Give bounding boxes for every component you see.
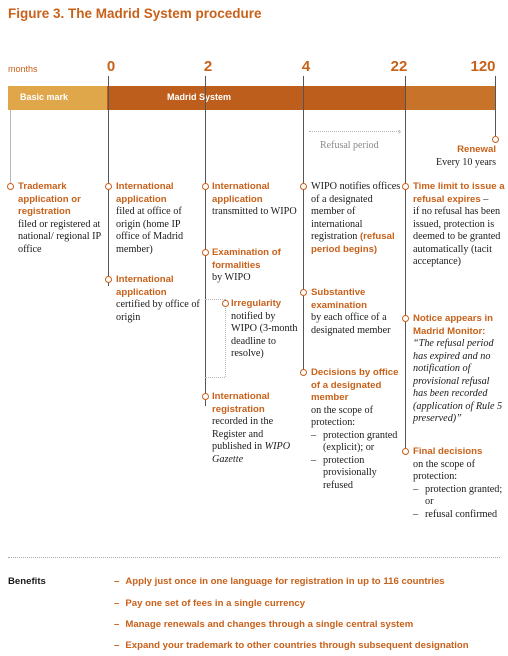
benefit-item: – Apply just once in one language for registration in up to 116 countries	[114, 576, 445, 587]
international-registration-heading: International registration	[212, 391, 270, 415]
marker-120: 120	[470, 58, 496, 75]
irregularity-block	[231, 298, 301, 361]
node-wipo-examination	[202, 249, 209, 256]
decision-item-refused: – protection provisionally refused	[311, 455, 403, 493]
node-basic	[7, 183, 14, 190]
time-limit-text: if no refusal has been issued, protection is deemed to be granted automatically (tacit acceptance)	[413, 206, 501, 267]
benefit-item: – Expand your trademark to other countries through subsequent designation	[114, 640, 469, 651]
time-limit-block	[413, 181, 505, 269]
origin-filed-heading: International application	[116, 181, 174, 205]
notice-quote: “The refusal period has expired and no notification of provisional refusal has been recorded (application of Rule 5 preserved)”	[413, 338, 503, 424]
registration-text: recorded in the Register and published in	[212, 416, 274, 452]
node-decisions	[300, 369, 307, 376]
benefits-title: Benefits	[8, 576, 46, 587]
marker-4: 4	[301, 58, 311, 75]
benefit-text: Manage renewals and changes through a single central system	[125, 619, 414, 630]
months-label: months	[8, 64, 38, 74]
benefit-text: Pay one set of fees in a single currency	[125, 598, 306, 609]
wipo-examination-block	[212, 247, 302, 285]
substantive-examination-text: by each office of a designated member	[311, 312, 391, 336]
node-wipo-notifies	[300, 183, 307, 190]
band-basic-mark-label: Basic mark	[20, 92, 69, 102]
wipo-transmitted-heading: International application	[212, 181, 270, 205]
wipo-notifies-block	[311, 181, 403, 256]
figure-title: Figure 3. The Madrid System procedure	[8, 6, 262, 21]
refusal-period-label: Refusal period	[320, 140, 379, 151]
renewal-detail: Every 10 years	[436, 157, 496, 168]
node-time-limit	[402, 183, 409, 190]
notice-block	[413, 313, 505, 426]
separator	[8, 557, 500, 558]
line-month-0	[108, 76, 109, 286]
band-renewal-period	[405, 86, 495, 110]
substantive-examination-heading: Substantive examination	[311, 287, 367, 311]
notice-heading: Notice appears in Madrid Monitor:	[413, 313, 493, 337]
wipo-examination-text: by WIPO	[212, 272, 251, 283]
node-wipo-transmitted	[202, 183, 209, 190]
node-final-decisions	[402, 448, 409, 455]
final-decisions-text: on the scope of protection:	[413, 458, 475, 482]
origin-filed-block	[116, 181, 204, 256]
node-notice	[402, 315, 409, 322]
marker-2: 2	[203, 58, 213, 75]
international-registration-text	[212, 416, 302, 466]
wipo-notifies-text: WIPO notifies offices of a designated member of international registration	[311, 181, 401, 242]
time-limit-heading: Time limit to issue a refusal expires	[413, 181, 505, 205]
irregularity-branch-top	[205, 299, 225, 300]
decisions-block	[311, 367, 403, 492]
node-irregularity	[222, 300, 229, 307]
band-madrid-system	[107, 86, 405, 110]
decisions-heading: Decisions by office of a designated member	[311, 367, 399, 403]
origin-certified-text: certified by office of origin	[116, 299, 200, 323]
benefit-text: Apply just once in one language for registration in up to 116 countries	[125, 576, 445, 587]
irregularity-branch-bottom	[205, 377, 225, 378]
irregularity-heading: Irregularity	[231, 298, 282, 309]
band-madrid-system-label: Madrid System	[167, 92, 232, 102]
benefit-item: – Manage renewals and changes through a single central system	[114, 619, 414, 630]
final-item-granted: – protection granted; or	[413, 484, 505, 509]
wipo-transmitted-block	[212, 181, 302, 219]
line-month-120	[495, 76, 496, 136]
trademark-application-block	[18, 181, 104, 256]
wipo-transmitted-text: transmitted to WIPO	[212, 206, 297, 217]
time-limit-dash: –	[480, 193, 489, 205]
wipo-examination-heading: Examination of formalities	[212, 247, 281, 271]
node-origin-certified	[105, 276, 112, 283]
decision-item-granted: – protection granted (explicit); or	[311, 430, 403, 455]
benefit-text: Expand your trademark to other countries through subsequent designation	[125, 640, 469, 651]
final-decisions-heading: Final decisions	[413, 446, 483, 457]
refusal-period-begins: (refusal period begins)	[311, 231, 395, 255]
irregularity-text: notified by WIPO (3-month deadline to resolve)	[231, 310, 298, 359]
marker-0: 0	[106, 58, 116, 75]
international-registration-block	[212, 391, 302, 466]
renewal-block	[436, 143, 496, 169]
benefit-item: – Pay one set of fees in a single currency	[114, 598, 306, 609]
final-item-refusal: – refusal confirmed	[413, 509, 505, 522]
substantive-examination-block	[311, 287, 403, 337]
renewal-node	[492, 136, 499, 143]
trademark-application-text: filed or registered at national/ regional IP office	[18, 218, 101, 255]
node-origin-filed	[105, 183, 112, 190]
origin-certified-block	[116, 274, 204, 324]
refusal-period-arrow	[309, 131, 399, 132]
final-decisions-block	[413, 446, 505, 521]
node-substantive-examination	[300, 289, 307, 296]
irregularity-branch-line	[225, 299, 226, 377]
line-month-4	[303, 76, 304, 376]
arrow-head-icon: ›	[398, 126, 401, 136]
line-month-22	[405, 76, 406, 451]
line-basic	[10, 110, 11, 186]
marker-22: 22	[390, 58, 408, 75]
origin-filed-text: filed at office of origin (home IP office of Madrid member)	[116, 206, 184, 255]
renewal-title: Renewal	[457, 144, 496, 155]
line-month-2	[205, 76, 206, 406]
trademark-application-heading: Trademark application or registration	[18, 181, 81, 217]
decisions-text: on the scope of protection:	[311, 404, 373, 428]
wipo-gazette-text: WIPO Gazette	[212, 441, 291, 465]
origin-certified-heading: International application	[116, 274, 174, 298]
node-international-registration	[202, 393, 209, 400]
